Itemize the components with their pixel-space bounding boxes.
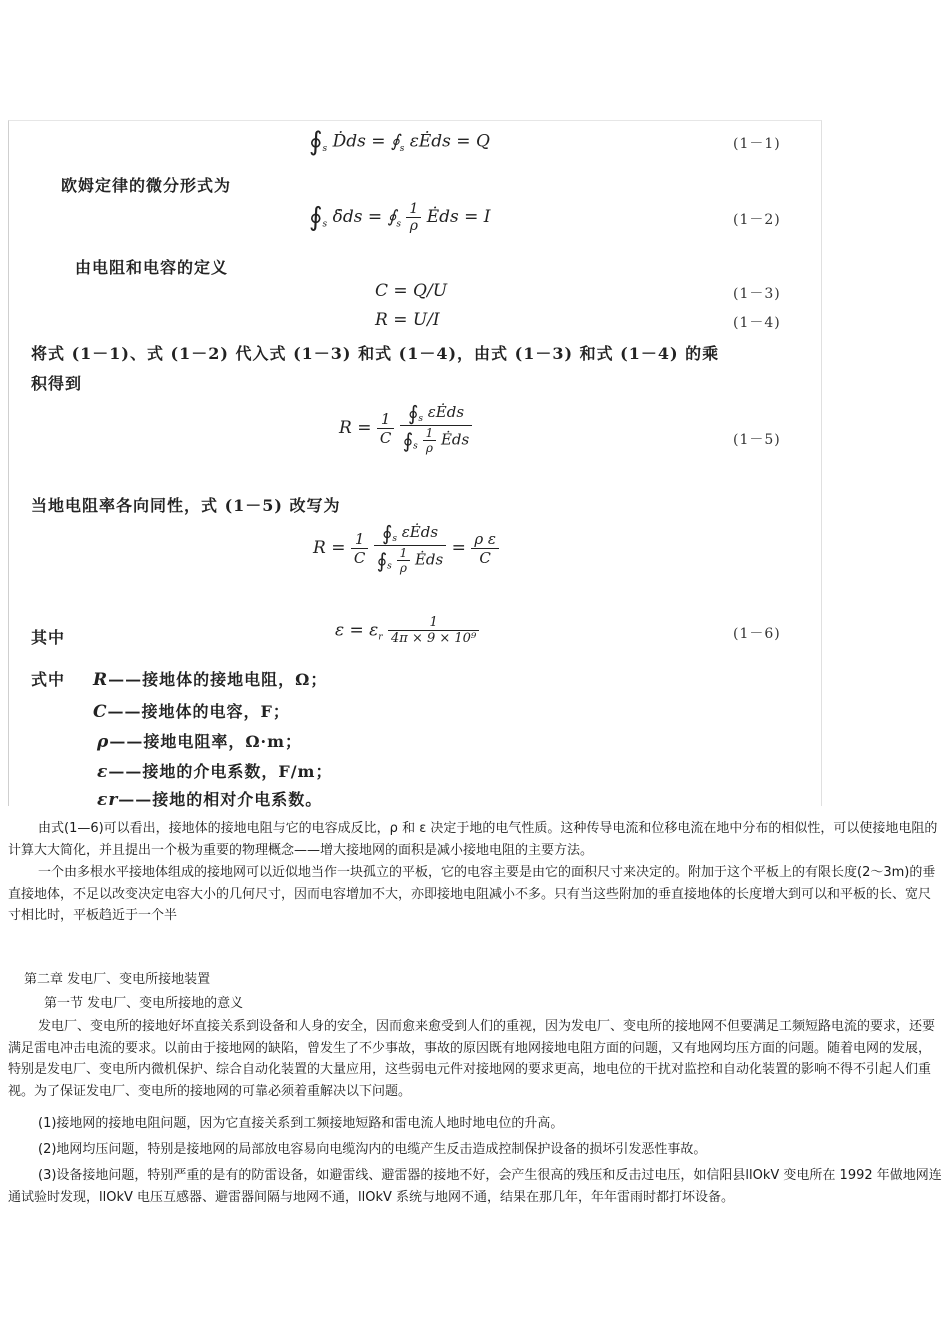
isotropic-text: 当地电阻率各向同性，式 (1－5) 改写为	[31, 496, 341, 515]
list-item-3: (3)设备接地问题，特别严重的是有的防雷设备，如避雷线、避雷器的接地不好，会产生很高的残压和反击过电压，如信阳县llOkV 变电所在 1992 年做地网连通试验时发现，llOkV 电压互感器、避雷器间隔与地网不通，llOkV 系统与地网不通，结果在那几年，年年雷雨时都打坏设备。	[8, 1168, 942, 1205]
equation-1-3: C = Q/U	[375, 281, 448, 301]
ohm-law-text: 欧姆定律的微分形式为	[61, 176, 232, 195]
equation-1-4: R = U/I	[375, 310, 440, 330]
equation-1-2: $∮_s$ δ̇ds = $∮_s$ $\frac{1}{\rho}$ Ėds = I	[309, 201, 491, 234]
scanned-formula-image	[8, 120, 822, 810]
equation-derived: R = $\frac{1}{C}$ $∮_s$ εĖds $∮_s$ $\frac{1}{\rho}$ Ėds = $\frac{\text{ρ ε}}{C}$	[313, 521, 499, 575]
where-label: 其中	[31, 628, 66, 647]
legend-item: εr——接地的相对介电系数。	[97, 790, 323, 810]
definition-text: 由电阻和电容的定义	[75, 258, 229, 277]
chapter-heading: 第二章 发电厂、变电所接地装置	[24, 972, 211, 987]
legend-item: C——接地体的电容，F；	[93, 702, 290, 722]
equation-1-5: R = $\frac{1}{C}$ $∮_s$ εĖds $∮_s$ $\frac{1}{\rho}$ Ėds	[339, 401, 472, 455]
paragraph-2: 一个由多根水平接地体组成的接地网可以近似地当作一块孤立的平板，它的电容主要是由它的面积尺寸来决定的。附加于这个平板上的有限长度(2～3m)的垂直接地体，不足以改变决定电容大小的几何尺寸，因而电容增加不大，亦即接地电阻减小不多。只有当这些附加的垂直接地体的长度增大到可以和平板的长、宽尺寸相比时，平板趋近于一个半	[8, 865, 936, 923]
equation-number: (1－2)	[733, 212, 781, 228]
legend-item: ρ——接地电阻率，Ω·m；	[97, 732, 303, 752]
equation-number: (1－1)	[733, 136, 781, 152]
list-item-1: (1)接地网的接地电阻问题，因为它直接关系到工频接地短路和雷电流人地时地电位的升高。	[38, 1116, 564, 1131]
list-item-2: (2)地网均压问题，特别是接地网的局部放电容易向电缆沟内的电缆产生反击造成控制保护设备的损坏引发恶性事故。	[38, 1142, 707, 1157]
substitution-text-line-2: 积得到	[31, 374, 83, 393]
section-heading: 第一节 发电厂、变电所接地的意义	[44, 996, 244, 1011]
legend-label: 式中	[31, 670, 66, 689]
equation-number: (1－5)	[733, 432, 781, 448]
legend-item: ε——接地的介电系数，F/m；	[97, 762, 333, 782]
equation-1-6: $\varepsilon = \varepsilon_r$ $\frac{1}{\text{4π × 9 × 10⁹}}$	[335, 615, 479, 646]
paragraph-3: 发电厂、变电所的接地好坏直接关系到设备和人身的安全，因而愈来愈受到人们的重视，因为发电厂、变电所的接地网不但要满足工频短路电流的要求，还要满足雷电冲击电流的要求。以前由于接地网的缺陷，曾发生了不少事故，事故的原因既有地网接地电阻方面的问题，又有地网均压方面的问题。随着电网的发展，特别是发电厂、变电所内微机保护、综合自动化装置的大量应用，这些弱电元件对接地网的要求更高，地电位的干扰对监控和自动化装置的影响不得不引起人们重视。为了保证发电厂、变电所的接地网的可靠必须着重解决以下问题。	[8, 1019, 936, 1099]
paragraph-1: 由式(1—6)可以看出，接地体的接地电阻与它的电容成反比，ρ 和 ε 决定于地的电气性质。这种传导电流和位移电流在地中分布的相似性，可以使接地电阻的计算大大简化，并且提出一个极为重要的物理概念——增大接地网的面积是减小接地电阻的主要方法。	[8, 821, 938, 858]
equation-1-1: $∮_s$ Ḋds = $∮_s$ εĖds = Q	[309, 127, 490, 157]
equation-number: (1－6)	[733, 626, 781, 642]
equation-number: (1－4)	[733, 315, 781, 331]
equation-number: (1－3)	[733, 286, 781, 302]
legend-item: R——接地体的接地电阻，Ω；	[93, 670, 328, 690]
substitution-text-line-1: 将式 (1－1)、式 (1－2) 代入式 (1－3) 和式 (1－4)，由式 (1－3) 和式 (1－4) 的乘	[31, 344, 720, 363]
